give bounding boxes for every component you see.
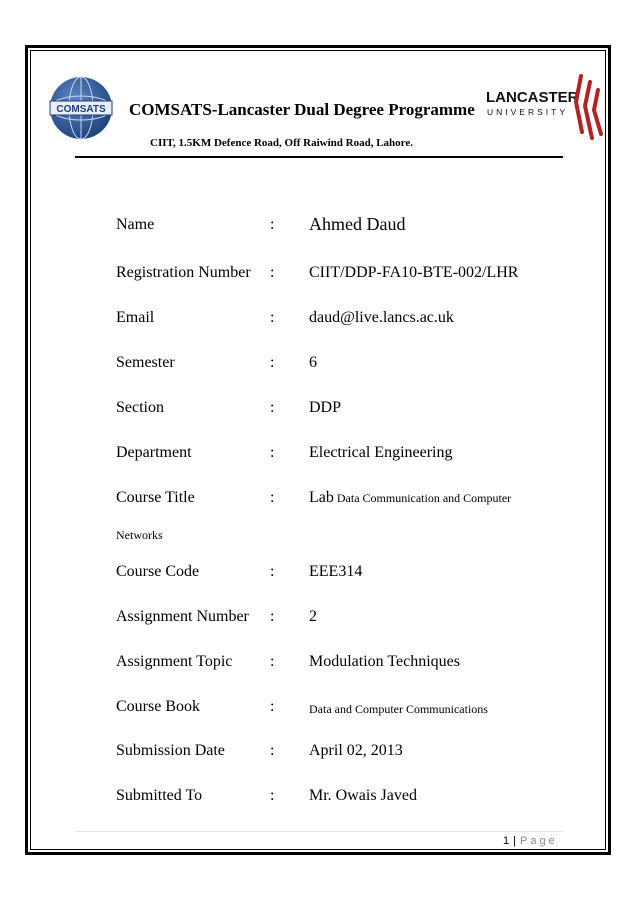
field-colon: : [270, 489, 275, 506]
page-number [503, 835, 558, 847]
field-value: Modulation Techniques [309, 653, 461, 670]
lancaster-logo-top: LANCASTER [486, 89, 579, 106]
field-row-course-code [116, 563, 576, 587]
lancaster-logo [486, 72, 604, 142]
field-label: Assignment Topic [116, 653, 233, 670]
page-word: Page [519, 835, 558, 847]
field-row-assignment-number [116, 608, 576, 632]
field-value [309, 489, 511, 507]
field-value: April 02, 2013 [309, 742, 403, 759]
field-label: Email [116, 309, 155, 326]
field-colon: : [270, 563, 275, 580]
header-divider [75, 156, 563, 158]
field-colon: : [270, 309, 275, 326]
field-value-continuation: Networks [116, 528, 163, 542]
field-colon: : [270, 698, 275, 715]
field-label: Submitted To [116, 787, 203, 804]
field-label: Assignment Number [116, 608, 249, 625]
field-label: Section [116, 399, 164, 416]
page-number-separator: | [513, 835, 516, 847]
field-colon: : [270, 264, 275, 281]
field-value: DDP [309, 399, 342, 416]
programme-title: COMSATS-Lancaster Dual Degree Programme [129, 100, 475, 119]
field-row-email [116, 309, 576, 333]
field-label: Semester [116, 354, 175, 371]
field-colon: : [270, 608, 275, 625]
footer-divider [75, 831, 563, 832]
field-colon: : [270, 399, 275, 416]
institute-address: CIIT, 1.5KM Defence Road, Off Raiwind Road, Lahore. [150, 137, 413, 149]
field-label: Course Title [116, 489, 195, 506]
field-colon: : [270, 742, 275, 759]
field-label: Name [116, 216, 155, 233]
field-row-department [116, 444, 576, 468]
field-value: CIIT/DDP-FA10-BTE-002/LHR [309, 264, 519, 281]
field-value-lab: Lab [309, 489, 334, 506]
field-value: daud@live.lancs.ac.uk [309, 309, 454, 326]
field-row-registration [116, 264, 576, 288]
field-value: Ahmed Daud [309, 214, 406, 234]
field-value: Electrical Engineering [309, 444, 453, 461]
field-row-submission-date [116, 742, 576, 766]
field-row-section [116, 399, 576, 423]
comsats-logo [48, 75, 114, 141]
field-value: Data and Computer Communications [309, 702, 488, 716]
field-label: Course Book [116, 698, 200, 715]
field-label: Department [116, 444, 192, 461]
page-number-value: 1 [503, 835, 510, 847]
field-row-submitted-to [116, 787, 576, 811]
field-value: EEE314 [309, 563, 363, 580]
field-row-course-book [116, 698, 576, 722]
field-colon: : [270, 444, 275, 461]
field-value-course-name: Data Communication and Computer [333, 491, 512, 505]
field-row-semester [116, 354, 576, 378]
lancaster-crest-icon [576, 76, 601, 138]
field-label: Course Code [116, 563, 200, 580]
field-colon: : [270, 787, 275, 804]
field-value: 2 [309, 608, 317, 625]
field-row-assignment-topic [116, 653, 576, 677]
field-colon: : [270, 216, 275, 233]
field-label: Submission Date [116, 742, 225, 759]
comsats-logo-text: COMSATS [56, 104, 106, 115]
field-colon: : [270, 354, 275, 371]
field-label: Registration Number [116, 264, 251, 281]
field-value: 6 [309, 354, 317, 371]
field-colon: : [270, 653, 275, 670]
field-row-course-title [116, 489, 576, 513]
field-value: Mr. Owais Javed [309, 787, 417, 804]
lancaster-logo-bottom: UNIVERSITY [487, 107, 569, 117]
field-row-name [116, 216, 576, 240]
